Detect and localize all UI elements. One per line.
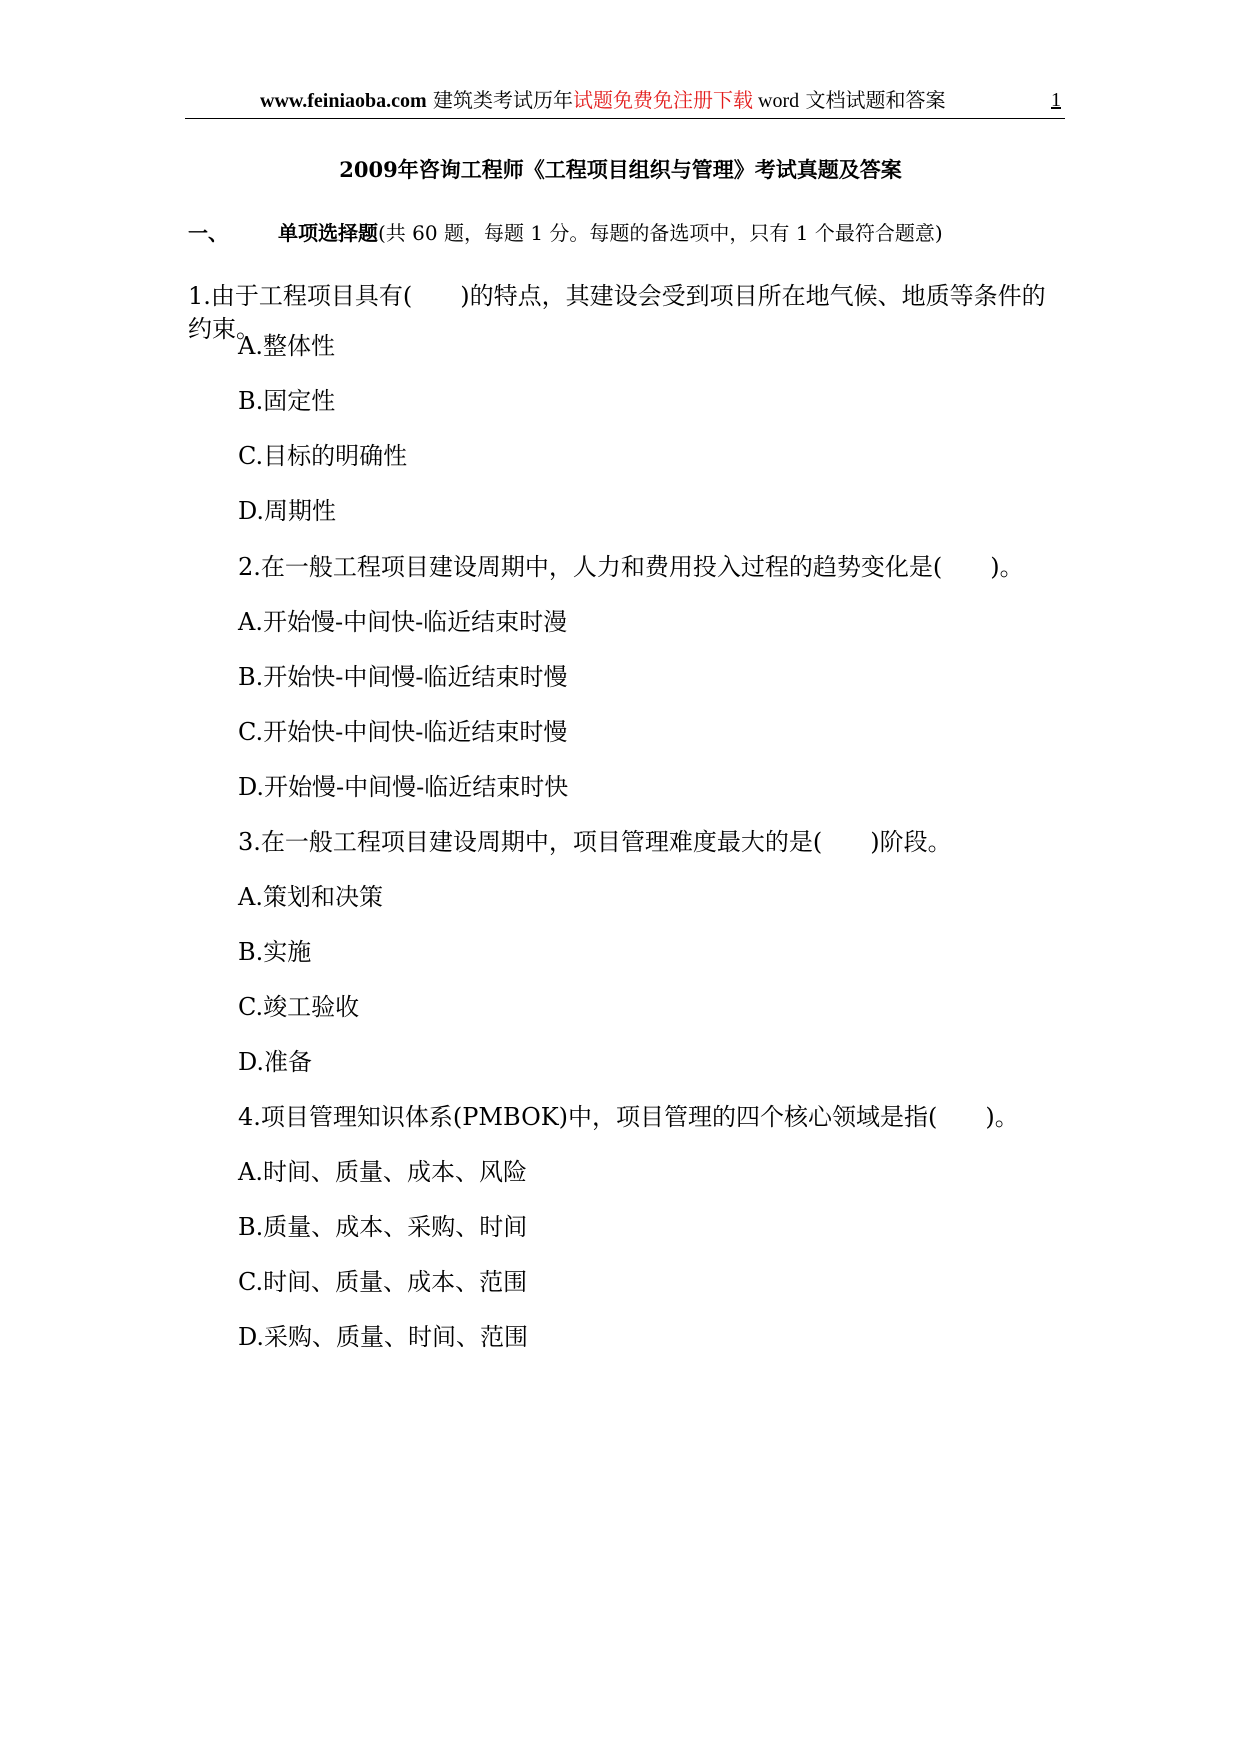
question-3-text: 3.在一般工程项目建设周期中，项目管理难度最大的是( )阶段。 bbox=[238, 828, 952, 856]
header-red-text: 试题免费免注册下载 bbox=[573, 88, 754, 112]
question-1-option-b: B.固定性 bbox=[238, 387, 336, 415]
question-3-option-b: B.实施 bbox=[238, 938, 312, 966]
question-4-option-a: A.时间、质量、成本、风险 bbox=[238, 1158, 527, 1186]
question-3-option-a: A.策划和决策 bbox=[238, 883, 383, 911]
page-number: 1 bbox=[1051, 89, 1061, 111]
document-title: 2009年咨询工程师《工程项目组织与管理》考试真题及答案 bbox=[339, 157, 902, 182]
header-text bbox=[260, 86, 946, 115]
section-number: 一、 bbox=[188, 221, 228, 245]
question-1-option-c: C.目标的明确性 bbox=[238, 442, 408, 470]
question-2-option-d: D.开始慢-中间慢-临近结束时快 bbox=[238, 773, 569, 801]
question-2-option-a: A.开始慢-中间快-临近结束时漫 bbox=[238, 608, 568, 636]
question-4-option-d: D.采购、质量、时间、范围 bbox=[238, 1323, 529, 1351]
question-2-text: 2.在一般工程项目建设周期中，人力和费用投入过程的趋势变化是( )。 bbox=[238, 553, 1024, 581]
question-3-option-c: C.竣工验收 bbox=[238, 993, 360, 1021]
question-1-option-a: A.整体性 bbox=[238, 332, 335, 360]
question-1-option-d: D.周期性 bbox=[238, 497, 337, 525]
page-header bbox=[185, 86, 1065, 119]
section-note: (共 60 题，每题 1 分。每题的备选项中，只有 1 个最符合题意) bbox=[378, 221, 943, 245]
header-text-part1: 建筑类考试历年 bbox=[426, 88, 574, 112]
question-3-option-d: D.准备 bbox=[238, 1048, 313, 1076]
question-2-option-c: C.开始快-中间快-临近结束时慢 bbox=[238, 718, 568, 746]
question-4-option-b: B.质量、成本、采购、时间 bbox=[238, 1213, 528, 1241]
header-site-link[interactable]: www.feiniaoba.com bbox=[260, 90, 427, 112]
header-text-part2: 文档试题和答案 bbox=[799, 88, 946, 112]
question-1-text: 1.由于工程项目具有( )的特点，其建设会受到项目所在地气候、地质等条件的约束。 bbox=[188, 282, 1046, 343]
section-name: 单项选择题 bbox=[278, 221, 378, 245]
header-word: word bbox=[753, 90, 800, 112]
section-heading bbox=[188, 218, 943, 248]
question-4-text: 4.项目管理知识体系(PMBOK)中，项目管理的四个核心领域是指( )。 bbox=[238, 1103, 1019, 1131]
question-4-option-c: C.时间、质量、成本、范围 bbox=[238, 1268, 528, 1296]
question-2-option-b: B.开始快-中间慢-临近结束时慢 bbox=[238, 663, 568, 691]
